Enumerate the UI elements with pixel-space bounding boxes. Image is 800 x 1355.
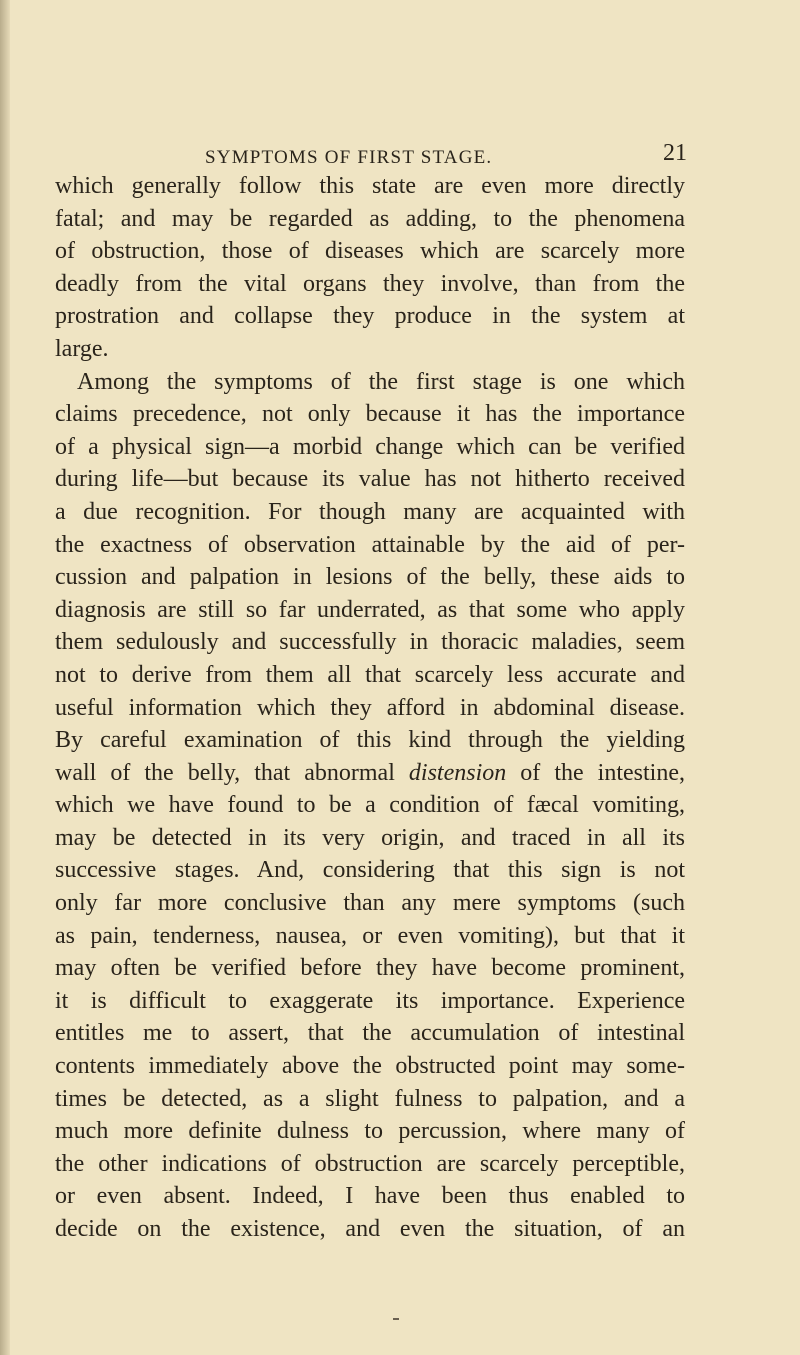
text-line: contents immediately above the obstructed point may some- xyxy=(55,1053,685,1080)
text-line: may be detected in its very origin, and traced in all its xyxy=(55,824,685,851)
page-number: 21 xyxy=(663,140,687,166)
running-head xyxy=(0,100,800,168)
text-line: or even absent. Indeed, I have been thus enabled to xyxy=(55,1183,685,1210)
text-line: cussion and palpation in lesions of the belly, these aids to xyxy=(55,564,685,591)
text-line: decide on the existence, and even the situation, of an xyxy=(55,1216,685,1242)
text-line: of a physical sign—a morbid change which can be verified xyxy=(55,433,685,460)
text-line: during life—but because its value has not hitherto received xyxy=(55,466,685,493)
body-text xyxy=(55,170,685,1246)
text-line: prostration and collapse they produce in the system at xyxy=(55,303,685,330)
text-line: fatal; and may be regarded as adding, to the phenomena xyxy=(55,205,685,232)
text-line: claims precedence, not only because it has the importance xyxy=(55,401,685,428)
text-line: which generally follow this state are even more directly xyxy=(55,173,685,199)
text-line: a due recognition. For though many are acquainted with xyxy=(55,498,685,525)
text-line: By careful examination of this kind through the yielding xyxy=(55,727,685,754)
running-title: SYMPTOMS OF FIRST STAGE. xyxy=(205,147,493,168)
text-line-with-italic xyxy=(55,757,685,790)
text-line: the other indications of obstruction are scarcely perceptible, xyxy=(55,1150,685,1177)
text-line: as pain, tenderness, nausea, or even vomiting), but that it xyxy=(55,922,685,949)
text-line: much more definite dulness to percussion, where many of xyxy=(55,1118,685,1145)
italic-term-distension: distension xyxy=(408,759,507,786)
text-line: large. xyxy=(55,335,109,362)
text-line: only far more conclusive than any mere symptoms (such xyxy=(55,890,685,917)
text-segment: of the intestine, xyxy=(506,759,685,786)
text-line: them sedulously and successfully in thoracic maladies, seem xyxy=(55,629,685,656)
text-line: useful information which they afford in abdominal disease. xyxy=(55,694,685,721)
text-line: not to derive from them all that scarcely less accurate and xyxy=(55,661,685,688)
text-line: successive stages. And, considering that this sign is not xyxy=(55,857,685,884)
text-line: diagnosis are still so far underrated, as that some who apply xyxy=(55,596,685,623)
text-line: may often be verified before they have become prominent, xyxy=(55,955,685,982)
text-segment: wall of the belly, that abnormal xyxy=(55,759,409,786)
text-line: of obstruction, those of diseases which are scarcely more xyxy=(55,238,685,265)
page-edge-shadow xyxy=(0,0,10,1355)
text-line: times be detected, as a slight fulness to palpation, and a xyxy=(55,1085,685,1112)
paragraph-start-line: Among the symptoms of the first stage is one which xyxy=(77,368,685,395)
text-line: the exactness of observation attainable by the aid of per- xyxy=(55,531,685,558)
text-line: entitles me to assert, that the accumulation of intestinal xyxy=(55,1020,685,1047)
text-line: which we have found to be a condition of fæcal vomiting, xyxy=(55,792,685,819)
printer-mark xyxy=(393,1318,399,1320)
text-line: it is difficult to exaggerate its importance. Experience xyxy=(55,987,685,1014)
text-line: deadly from the vital organs they involve, than from the xyxy=(55,270,685,297)
